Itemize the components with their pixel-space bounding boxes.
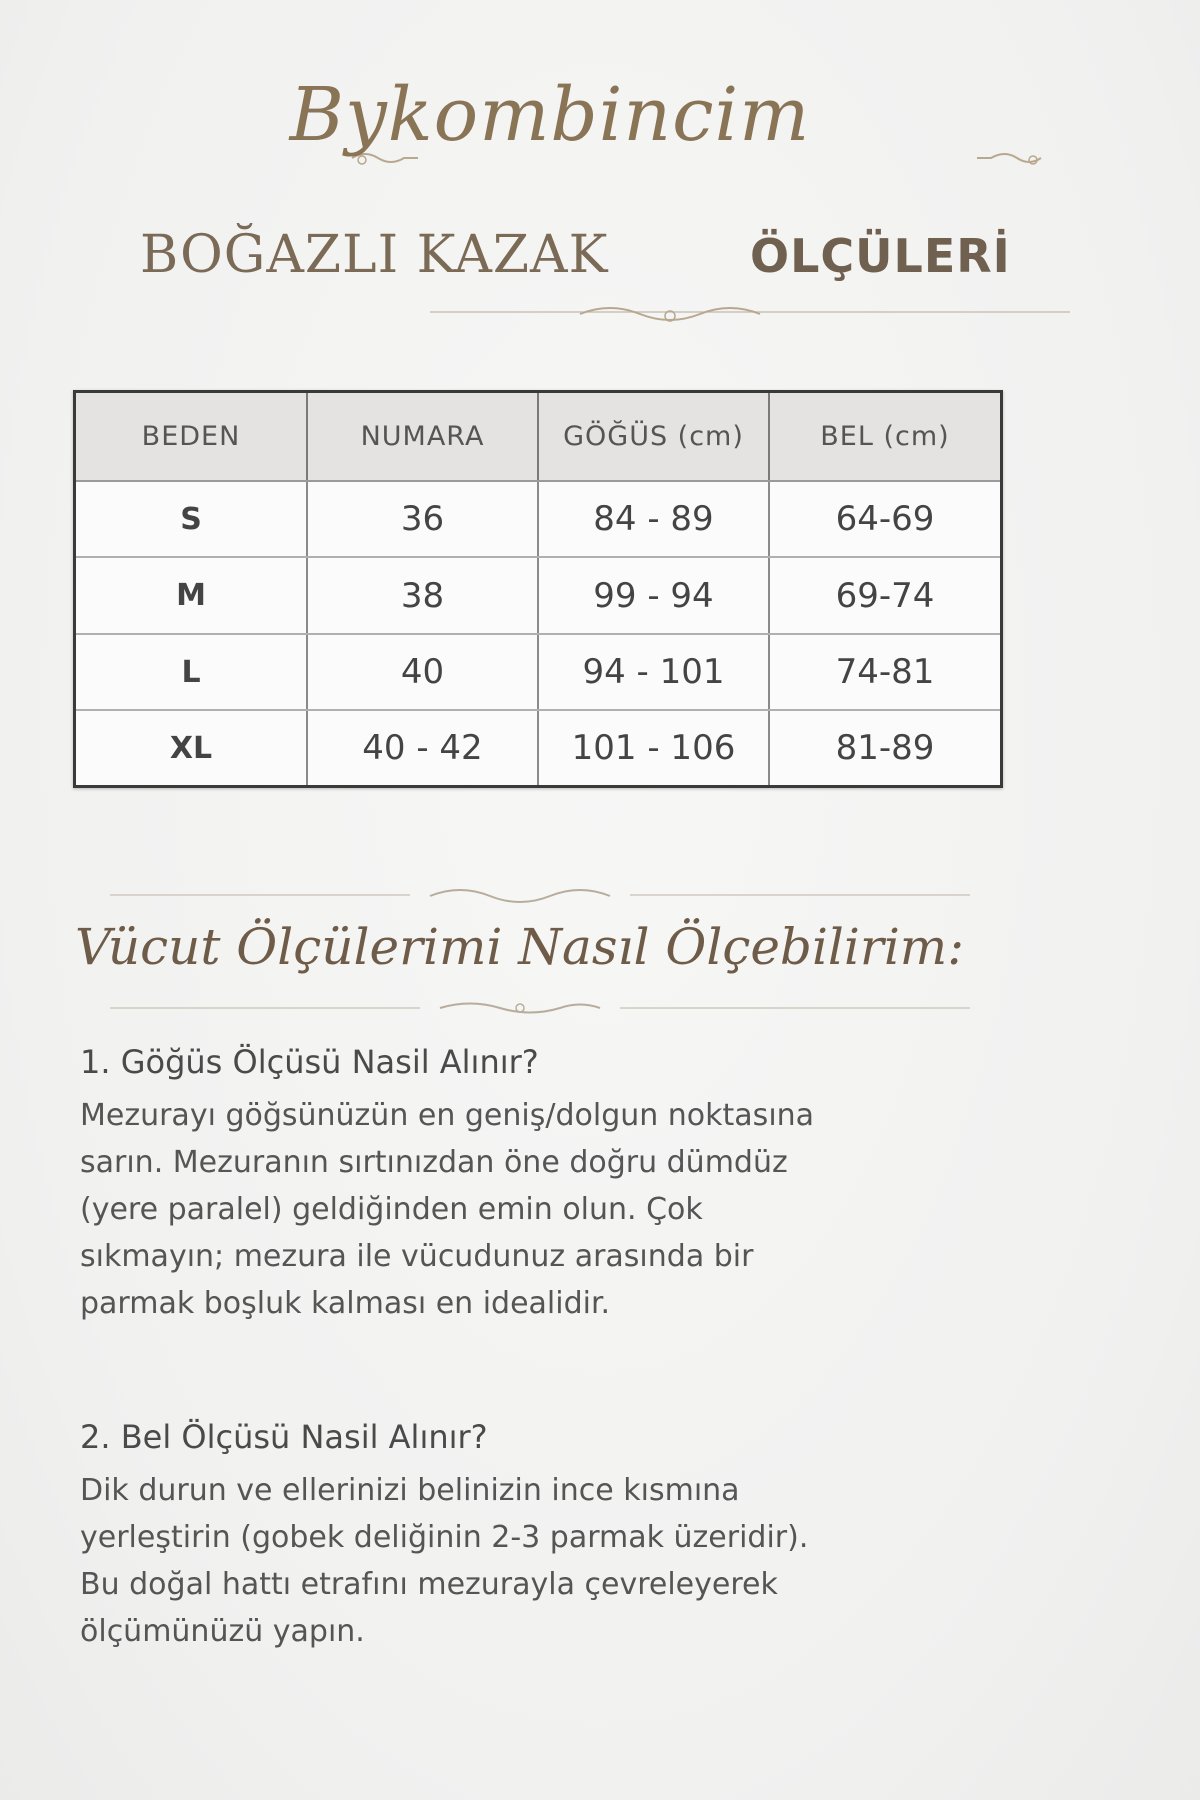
cell-number: 40 - 42: [307, 710, 538, 785]
cell-number: 40: [307, 634, 538, 710]
table-row: [76, 481, 1000, 557]
cell-waist: 81-89: [769, 710, 1000, 785]
question-body-chest: Mezurayı göğsünüzün en geniş/dolgun noktasına sarın. Mezuranın sırtınızdan öne doğru dümdüz (yere paralel) geldiğinden emin olun. Çok sıkmayın; mezura ile vücudunuz arasında bir parmak boşluk kalması en idealidir.: [80, 1098, 815, 1321]
section-title: Vücut Ölçülerimi Nasıl Ölçebilirim:: [75, 918, 965, 976]
flourish-right-icon: [975, 148, 1045, 168]
cell-size: XL: [76, 710, 307, 785]
cell-number: 36: [307, 481, 538, 557]
col-header-beden: BEDEN: [76, 393, 307, 481]
title-product: BOĞAZLI KAZAK: [140, 225, 609, 285]
question-title-chest: 1. Göğüs Ölçüsü Nasil Alınır?: [80, 1043, 539, 1081]
cell-chest: 84 - 89: [538, 481, 769, 557]
cell-number: 38: [307, 557, 538, 633]
cell-size: S: [76, 481, 307, 557]
col-header-bel: BEL (cm): [769, 393, 1000, 481]
size-table: [73, 390, 1003, 788]
title-divider-ornament-icon: [430, 300, 1070, 330]
table-row: [76, 710, 1000, 785]
cell-chest: 101 - 106: [538, 710, 769, 785]
cell-waist: 69-74: [769, 557, 1000, 633]
question-body-waist: Dik durun ve ellerinizi belinizin ince kısmına yerleştirin (gobek deliğinin 2-3 parmak üzeridir). Bu doğal hattı etrafını mezurayla çevreleyerek ölçümünüzü yapın.: [80, 1473, 809, 1649]
cell-waist: 74-81: [769, 634, 1000, 710]
table-row: [76, 634, 1000, 710]
table-row: [76, 557, 1000, 633]
cell-size: M: [76, 557, 307, 633]
question-title-waist: 2. Bel Ölçüsü Nasil Alınır?: [80, 1418, 488, 1456]
cell-chest: 99 - 94: [538, 557, 769, 633]
section-divider-top-icon: [110, 880, 970, 910]
section-divider-bottom-icon: [110, 993, 970, 1023]
cell-chest: 94 - 101: [538, 634, 769, 710]
col-header-gogus: GÖĞÜS (cm): [538, 393, 769, 481]
title-measurements: ÖLÇÜLERİ: [750, 229, 1011, 283]
cell-waist: 64-69: [769, 481, 1000, 557]
table-header-row: [76, 393, 1000, 481]
col-header-numara: NUMARA: [307, 393, 538, 481]
cell-size: L: [76, 634, 307, 710]
brand-logo: Bykombincim: [289, 72, 811, 158]
